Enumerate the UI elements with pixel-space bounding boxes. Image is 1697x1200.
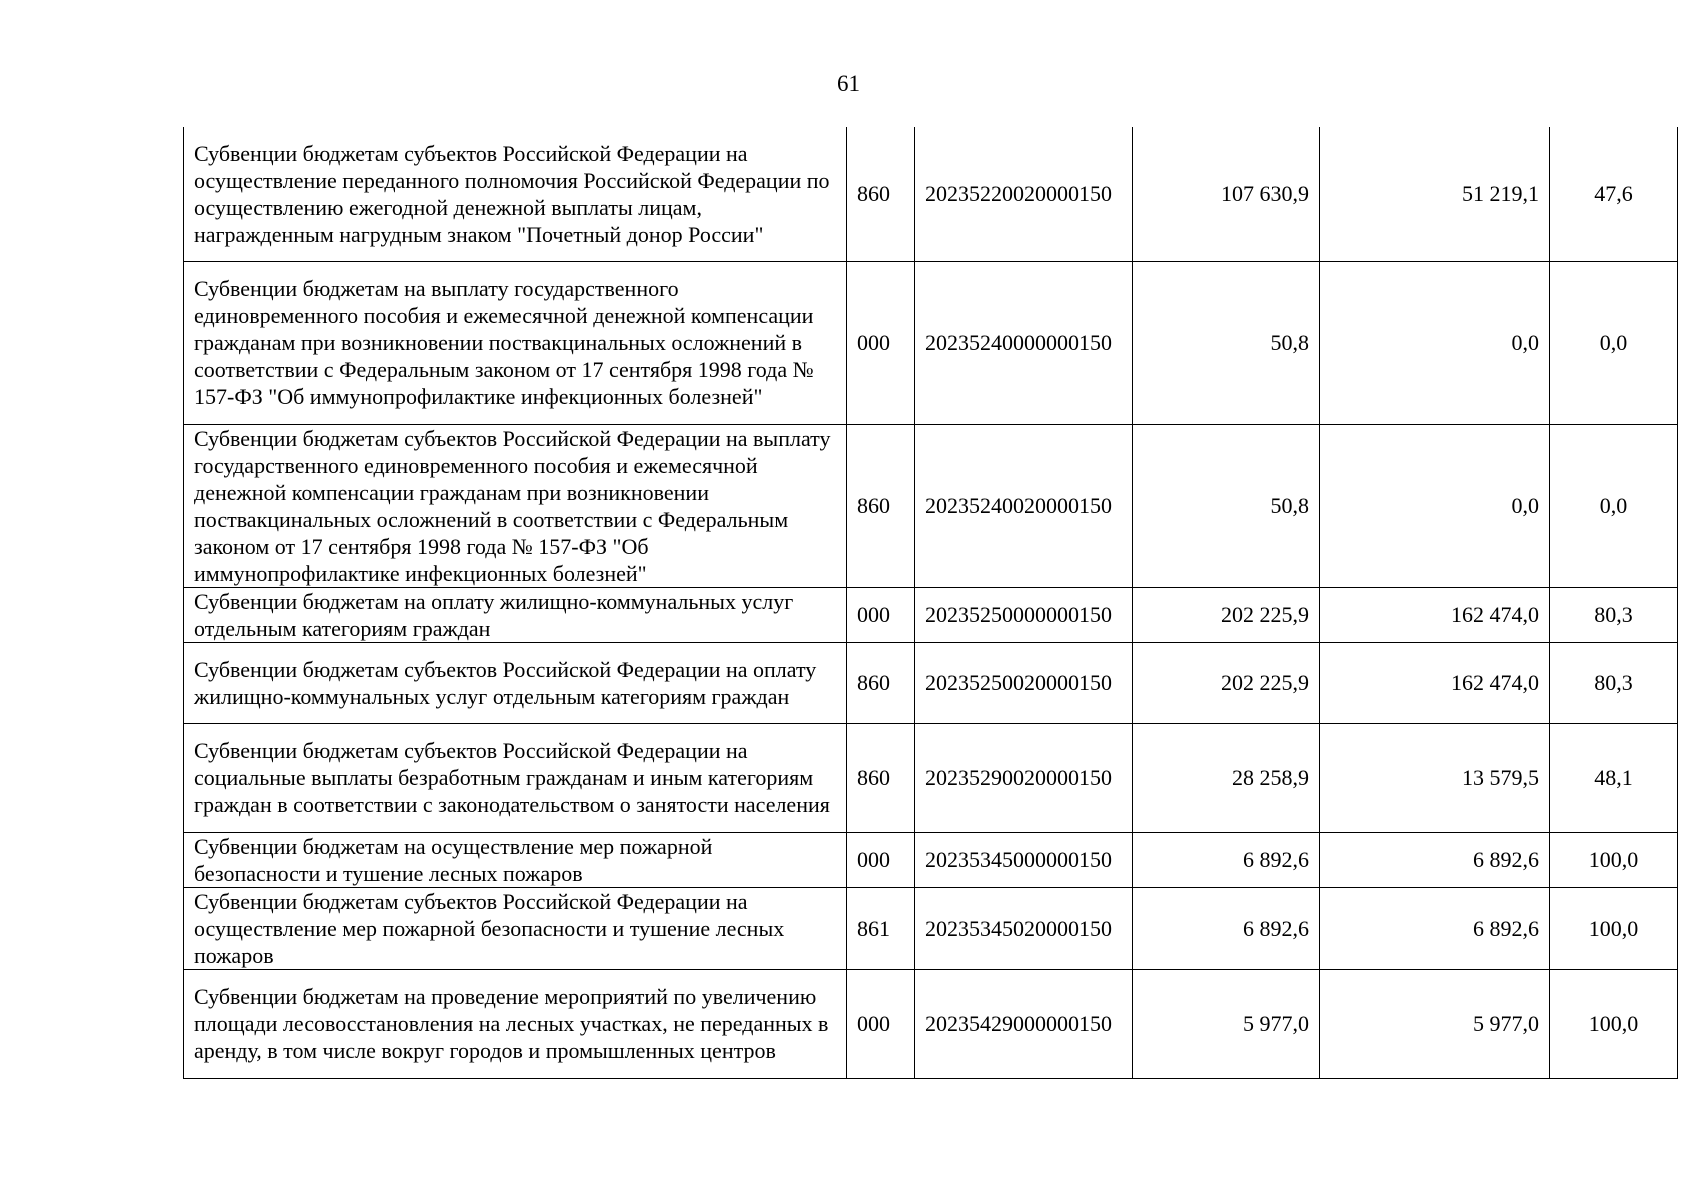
row-description: Субвенции бюджетам субъектов Российской Федерации на осуществление переданного полномочия Российской Федерации по осуществлению ежегодной денежной выплаты лицам, награжденным нагрудным знаком "Почетный донор России" [184, 127, 847, 261]
admin-code: 000 [847, 832, 915, 887]
execution-percent: 0,0 [1550, 261, 1678, 424]
actual-amount: 13 579,5 [1320, 723, 1550, 832]
admin-code: 860 [847, 127, 915, 261]
actual-amount: 51 219,1 [1320, 127, 1550, 261]
execution-percent: 100,0 [1550, 832, 1678, 887]
planned-amount: 6 892,6 [1133, 887, 1320, 969]
budget-classification-code: 20235290020000150 [915, 723, 1133, 832]
table-row [184, 424, 1678, 587]
planned-amount: 50,8 [1133, 261, 1320, 424]
admin-code: 860 [847, 642, 915, 723]
row-description: Субвенции бюджетам на выплату государственного единовременного пособия и ежемесячной денежной компенсации гражданам при возникновении поствакцинальных осложнений в соответствии с Федеральным законом от 17 сентября 1998 года № 157-ФЗ "Об иммунопрофилактике инфекционных болезней" [184, 261, 847, 424]
row-description: Субвенции бюджетам на проведение мероприятий по увеличению площади лесовосстановления на лесных участках, не переданных в аренду, в том числе вокруг городов и промышленных центров [184, 969, 847, 1078]
row-description: Субвенции бюджетам субъектов Российской Федерации на выплату государственного единовременного пособия и ежемесячной денежной компенсации гражданам при возникновении поствакцинальных осложнений в соответствии с Федеральным законом от 17 сентября 1998 года № 157-ФЗ "Об иммунопрофилактике инфекционных болезней" [184, 424, 847, 587]
admin-code: 000 [847, 587, 915, 642]
execution-percent: 0,0 [1550, 424, 1678, 587]
row-description: Субвенции бюджетам субъектов Российской Федерации на осуществление мер пожарной безопасности и тушение лесных пожаров [184, 887, 847, 969]
planned-amount: 107 630,9 [1133, 127, 1320, 261]
table-row [184, 261, 1678, 424]
execution-percent: 100,0 [1550, 887, 1678, 969]
admin-code: 000 [847, 969, 915, 1078]
actual-amount: 5 977,0 [1320, 969, 1550, 1078]
planned-amount: 202 225,9 [1133, 587, 1320, 642]
execution-percent: 47,6 [1550, 127, 1678, 261]
budget-classification-code: 20235250020000150 [915, 642, 1133, 723]
budget-classification-code: 20235240020000150 [915, 424, 1133, 587]
execution-percent: 48,1 [1550, 723, 1678, 832]
actual-amount: 162 474,0 [1320, 642, 1550, 723]
execution-percent: 100,0 [1550, 969, 1678, 1078]
admin-code: 861 [847, 887, 915, 969]
row-description: Субвенции бюджетам на осуществление мер пожарной безопасности и тушение лесных пожаров [184, 832, 847, 887]
execution-percent: 80,3 [1550, 587, 1678, 642]
budget-classification-code: 20235240000000150 [915, 261, 1133, 424]
actual-amount: 0,0 [1320, 261, 1550, 424]
admin-code: 000 [847, 261, 915, 424]
budget-classification-code: 20235220020000150 [915, 127, 1133, 261]
budget-classification-code: 20235250000000150 [915, 587, 1133, 642]
planned-amount: 50,8 [1133, 424, 1320, 587]
row-description: Субвенции бюджетам на оплату жилищно-коммунальных услуг отдельным категориям граждан [184, 587, 847, 642]
table-row [184, 723, 1678, 832]
table-row [184, 969, 1678, 1078]
table-row [184, 127, 1678, 261]
actual-amount: 162 474,0 [1320, 587, 1550, 642]
planned-amount: 28 258,9 [1133, 723, 1320, 832]
row-description: Субвенции бюджетам субъектов Российской Федерации на оплату жилищно-коммунальных услуг отдельным категориям граждан [184, 642, 847, 723]
table-row [184, 832, 1678, 887]
admin-code: 860 [847, 424, 915, 587]
actual-amount: 6 892,6 [1320, 887, 1550, 969]
table-row [184, 587, 1678, 642]
budget-classification-code: 20235429000000150 [915, 969, 1133, 1078]
table-row [184, 642, 1678, 723]
admin-code: 860 [847, 723, 915, 832]
budget-classification-code: 20235345000000150 [915, 832, 1133, 887]
actual-amount: 0,0 [1320, 424, 1550, 587]
planned-amount: 202 225,9 [1133, 642, 1320, 723]
actual-amount: 6 892,6 [1320, 832, 1550, 887]
row-description: Субвенции бюджетам субъектов Российской Федерации на социальные выплаты безработным гражданам и иным категориям граждан в соответствии с законодательством о занятости населения [184, 723, 847, 832]
planned-amount: 6 892,6 [1133, 832, 1320, 887]
planned-amount: 5 977,0 [1133, 969, 1320, 1078]
table-row [184, 887, 1678, 969]
execution-percent: 80,3 [1550, 642, 1678, 723]
page-number: 61 [837, 71, 860, 96]
budget-classification-code: 20235345020000150 [915, 887, 1133, 969]
budget-table [183, 127, 1678, 1079]
